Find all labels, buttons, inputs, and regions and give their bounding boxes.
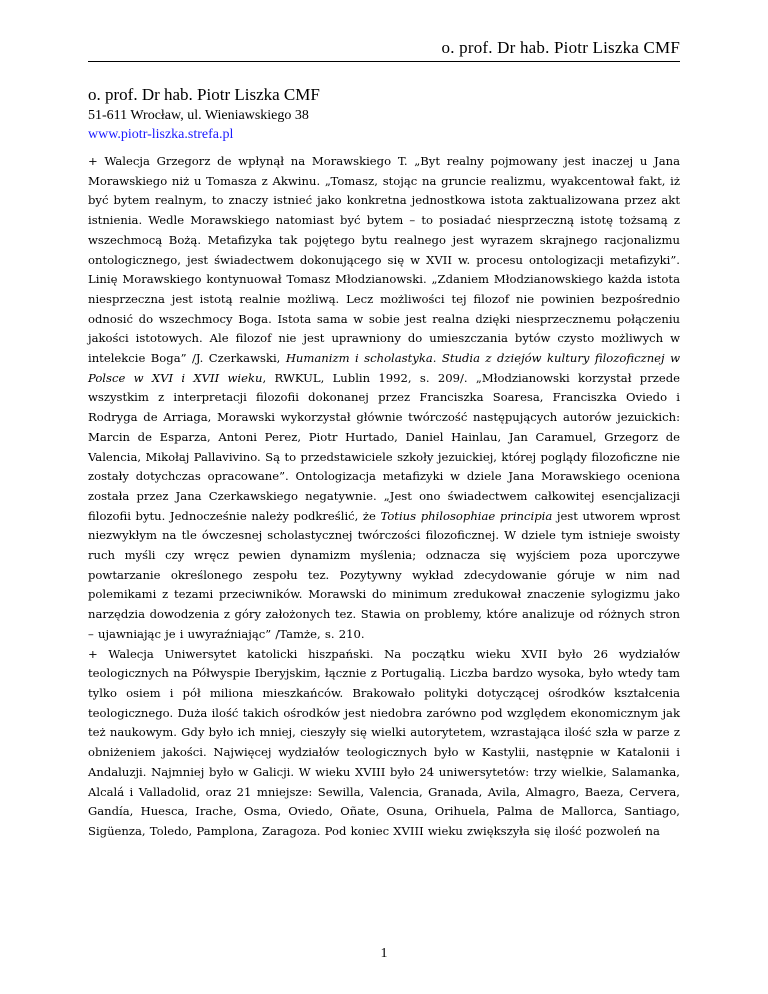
paragraph-walecja-grzegorz xyxy=(88,152,680,645)
paragraph-text: jest utworem wprost niezwykłym na tle ówczesnej scholastycznej twórczości filozoficznej. W dziele tym istnieje swoisty ruch myśli czy wręcz pewien dynamizm myślenia; odznacza się wyjściem poza uporczywe powtarzanie określonego zespołu tez. Pozytywny wykład zdecydowanie góruje w nim nad polemikami z tezami przeciwników. Morawski do minimum zredukował znaczenie sylogizmu jako narzędzia dowodzenia z góry założonych tez. Stawia on problemy, które analizuje od różnych stron – ujawniając je i uwyraźniając” /Tamże, s. 210. xyxy=(88,508,680,641)
running-header: o. prof. Dr hab. Piotr Liszka CMF xyxy=(441,38,680,57)
author-address: 51-611 Wrocław, ul. Wieniawskiego 38 xyxy=(88,108,309,123)
paragraph-text: + Walecja Grzegorz de wpłynął na Morawskiego T. „Byt realny pojmowany jest inaczej u Jana Morawskiego niż u Tomasza z Akwinu. „Tomasz, stojąc na gruncie realizmu, wyakcentował fakt, iż być bytem realnym, to znaczy istnieć jako konkretna jednostkowa istota zaktualizowana przez akt istnienia. Wedle Morawskiego natomiast być bytem – to posiadać niesprzeczną istotę tożsamą z wszechmocą Bożą. Metafizyka tak pojętego bytu realnego jest wyrazem skrajnego racjonalizmu ontologicznego, jest świadectwem dokonującego się w XVII w. procesu ontologizacji metafizyki”. Linię Morawskiego kontynuował Tomasz Młodzianowski. „Zdaniem Młodzianowskiego każda istota niesprzeczna jest istotą realnie możliwą. Lecz możliwości tej filozof nie powinien bezpośrednio odnosić do wszechmocy Boga. Istota sama w sobie jest realna dzięki niesprzecznemu połączeniu jakości istotowych. Ale filozof nie jest uprawniony do umieszczania bytów czysto możliwych w intelekcie Boga” /J. Czerkawski, xyxy=(88,154,680,366)
book-title: Humanizm i scholastyka. Studia z dziejów kultury filozoficznej w Polsce w XVI i XVII wieku xyxy=(88,351,680,385)
paragraph-text: , RWKUL, Lublin 1992, s. 209/. „Młodzianowski korzystał przede wszystkim z interpretacji filozofii dokonanej przez Franciszka Soaresa, Franciszka Oviedo i Rodryga de Arriaga, Morawski wykorzystał głównie twórczość następujących autorów jezuickich: Marcin de Esparza, Antoni Perez, Piotr Hurtado, Daniel Hainlau, Jan Caramuel, Grzegorz de Valencia, Mikołaj Pallavivino. Są to przedstawiciele szkoły jezuickiej, której poglądy filozoficzne nie zostały dotychczas opracowane”. Ontologizacja metafizyki w dziele Jana Morawskiego oceniona została przez Jana Czerkawskiego negatywnie. „Jest ono świadectwem całkowitej esencjalizacji filozofii bytu. Jednocześnie należy podkreślić, że xyxy=(88,370,681,523)
paragraph-walecja-uniwersytet: + Walecja Uniwersytet katolicki hiszpański. Na początku wieku XVII było 26 wydziałów teologicznych na Półwyspie Iberyjskim, łącznie z Portugalią. Liczba bardzo wysoka, było wtedy tam tylko osiem i pół miliona mieszkańców. Brakowało polityki dotyczącej ośrodków kształcenia teologicznego. Duża ilość takich ośrodków jest niedobra zarówno pod względem ekonomicznym jak też naukowym. Gdy było ich mniej, cieszyły się wielki autorytetem, wzrastająca ilość szła w parze z obniżeniem jakości. Najwięcej wydziałów teologicznych było w Kastylii, następnie w Katalonii i Andaluzji. Najmniej było w Galicji. W wieku XVIII było 24 uniwersytetów: trzy wielkie, Salamanka, Alcalá i Valladolid, oraz 21 mniejsze: Sewilla, Valencia, Granada, Avila, Almagro, Baeza, Cervera, Gandía, Huesca, Irache, Osma, Oviedo, Oñate, Osuna, Orihuela, Palma de Mallorca, Santiago, Sigüenza, Toledo, Pamplona, Zaragoza. Pod koniec XVIII wieku zwiększyła się ilość pozwoleń na xyxy=(88,646,680,838)
author-name: o. prof. Dr hab. Piotr Liszka CMF xyxy=(88,85,320,104)
author-block xyxy=(88,84,320,144)
body-text xyxy=(88,152,680,842)
author-website-link[interactable]: www.piotr-liszka.strefa.pl xyxy=(88,127,234,142)
header-divider xyxy=(88,61,680,62)
page-number: 1 xyxy=(380,946,388,961)
work-title: Totius philosophiae principia xyxy=(380,508,553,523)
